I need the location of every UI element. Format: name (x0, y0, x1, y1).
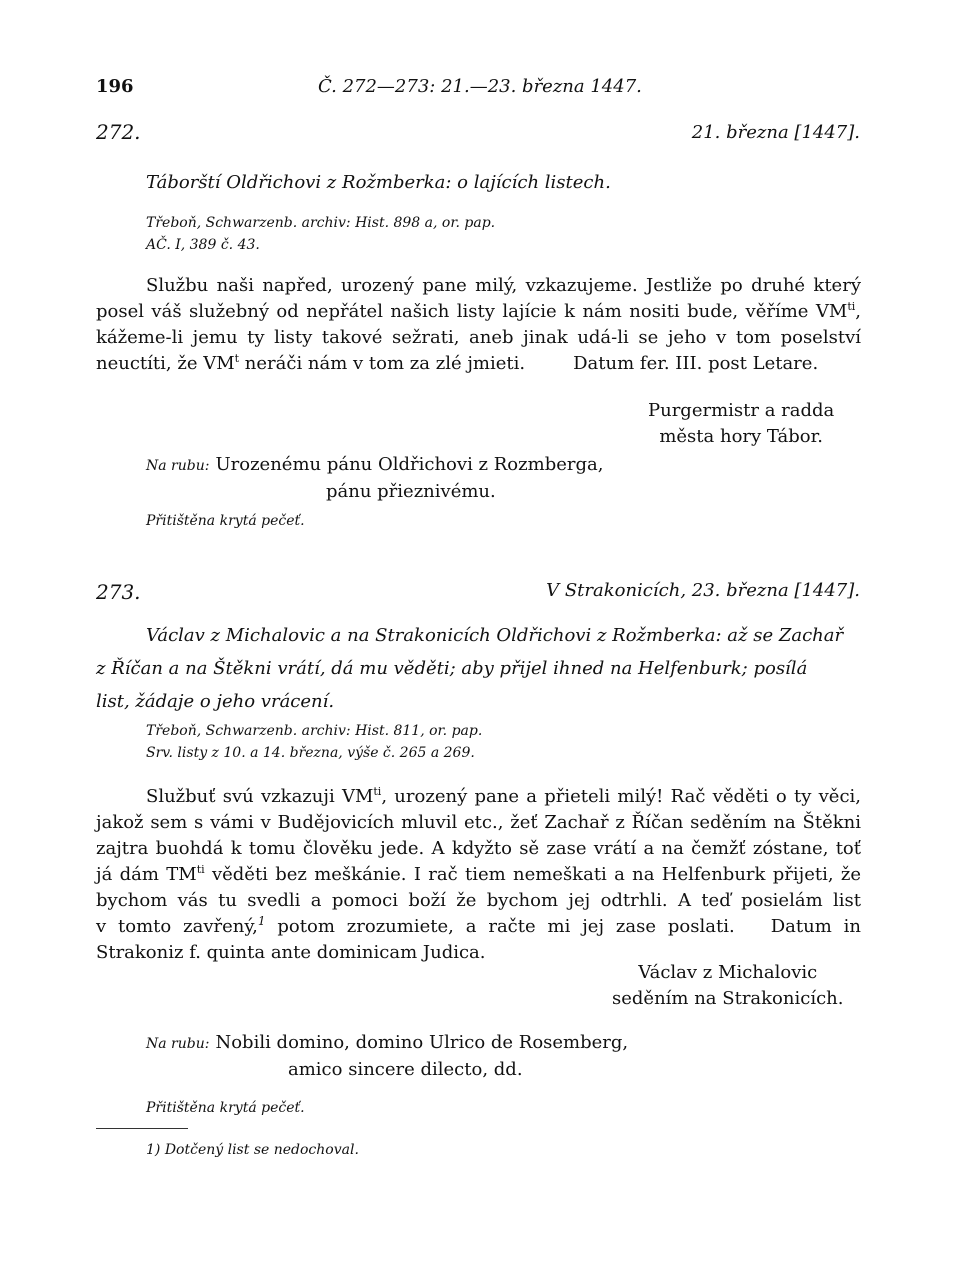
body-line (96, 351, 861, 377)
superscript: ti (847, 300, 856, 313)
signature-line: seděním na Strakonicích. (612, 988, 844, 1009)
superscript: ti (373, 785, 382, 798)
address-label: Na rubu: (146, 458, 210, 474)
doc-272-signature (648, 398, 834, 450)
address-line: pánu přieznivému. (326, 481, 496, 502)
body-line: kážeme-li jemu ty listy takové sežrati, aneb jinak udá-li se jeho v tom poselství (96, 327, 861, 348)
superscript: ti (196, 863, 205, 876)
source-line: Třeboň, Schwarzenb. archiv: Hist. 811, or. pap. (146, 723, 483, 739)
body-text: , urozený pane a přieteli milý! Rač věděti o ty věci, (381, 786, 862, 807)
doc-272-body (96, 273, 861, 377)
doc-272-regest: Táborští Oldřichovi z Rožmberka: o lajících listech. (146, 172, 611, 193)
body-line (96, 862, 861, 888)
doc-272-date: 21. března [1447]. (691, 122, 860, 143)
body-text: v tomto zavřený, (96, 916, 258, 937)
body-line: zajtra buohdá k tomu člověku jede. A kdyžto sě zase vrátí a na čemžť zóstane, toť (96, 838, 861, 859)
datum-text: Datum fer. III. post Letare. (573, 353, 819, 374)
doc-272-sources (146, 212, 495, 256)
signature-line: Václav z Michalovic (638, 962, 818, 983)
body-line (96, 299, 861, 325)
source-line: Třeboň, Schwarzenb. archiv: Hist. 898 a, or. pap. (146, 215, 496, 231)
body-line: jakož sem s vámi v Budějovicích mluvil etc., žeť Zachař z Říčan seděním na Štěkni (96, 812, 861, 833)
doc-273-body (96, 784, 861, 966)
page-number: 196 (96, 76, 134, 97)
body-text: posel váš služebný od nepřátel našich listy lajície k nám nositi bude, věříme VM (96, 301, 848, 322)
doc-272-address (146, 452, 603, 505)
footnote-divider (96, 1128, 188, 1129)
doc-272-number: 272. (96, 120, 141, 144)
address-line: Urozenému pánu Oldřichovi z Rozmberga, (215, 454, 604, 475)
body-text: věděti bez meškánie. I rač tiem nemeškati a na Helfenburk přijeti, že (204, 864, 862, 885)
signature-line: Purgermistr a radda (648, 400, 835, 421)
address-line: Nobili domino, domino Ulrico de Rosemberg, (215, 1032, 629, 1053)
regest-line: Václav z Michalovic a na Strakonicích Oldřichovi z Rožmberka: až se Zachař (146, 625, 844, 646)
body-text: potom zrozumiete, a račte mi jej zase poslati. (265, 916, 735, 937)
doc-273-number: 273. (96, 580, 141, 604)
address-line: amico sincere dilecto, dd. (288, 1059, 523, 1080)
body-text: Službuť svú vzkazuji VM (146, 786, 374, 807)
body-text: neuctíti, že VM (96, 353, 235, 374)
address-label: Na rubu: (146, 1036, 210, 1052)
body-line: Strakoniz f. quinta ante dominicam Judica. (96, 942, 486, 963)
body-text: já dám TM (96, 864, 197, 885)
signature-line: města hory Tábor. (659, 426, 823, 447)
doc-273-address (146, 1030, 628, 1083)
doc-272-seal: Přitištěna krytá pečeť. (146, 513, 305, 529)
footnote: 1) Dotčený list se nedochoval. (146, 1142, 359, 1158)
body-line (96, 784, 861, 810)
source-line: Srv. listy z 10. a 14. března, výše č. 265 a 269. (146, 745, 475, 761)
doc-273-seal: Přitištěna krytá pečeť. (146, 1100, 305, 1116)
superscript: t (234, 352, 240, 365)
body-line: Službu naši napřed, urozený pane milý, vzkazujeme. Jestliže po druhé který (146, 275, 861, 296)
body-text: neráči nám v tom za zlé jmieti. (239, 353, 526, 374)
datum-text: Datum in (770, 916, 861, 937)
body-text: , (855, 301, 861, 322)
body-line: bychom vás tu svedli a pomoci boží že bychom jej odtrhli. A teď posielám list (96, 890, 861, 911)
doc-273-signature (612, 960, 843, 1012)
regest-line: z Říčan a na Štěkni vrátí, dá mu věděti; aby přijel ihned na Helfenburk; posílá (96, 658, 808, 679)
body-line (96, 914, 861, 940)
footnote-ref[interactable]: 1 (257, 914, 266, 928)
doc-273-date: V Strakonicích, 23. března [1447]. (546, 580, 860, 601)
doc-273-regest (96, 619, 861, 718)
source-line: AČ. I, 389 č. 43. (146, 237, 260, 253)
doc-273-sources (146, 720, 482, 764)
running-title: Č. 272—273: 21.—23. března 1447. (318, 76, 642, 97)
regest-line: list, žádaje o jeho vrácení. (96, 691, 335, 712)
